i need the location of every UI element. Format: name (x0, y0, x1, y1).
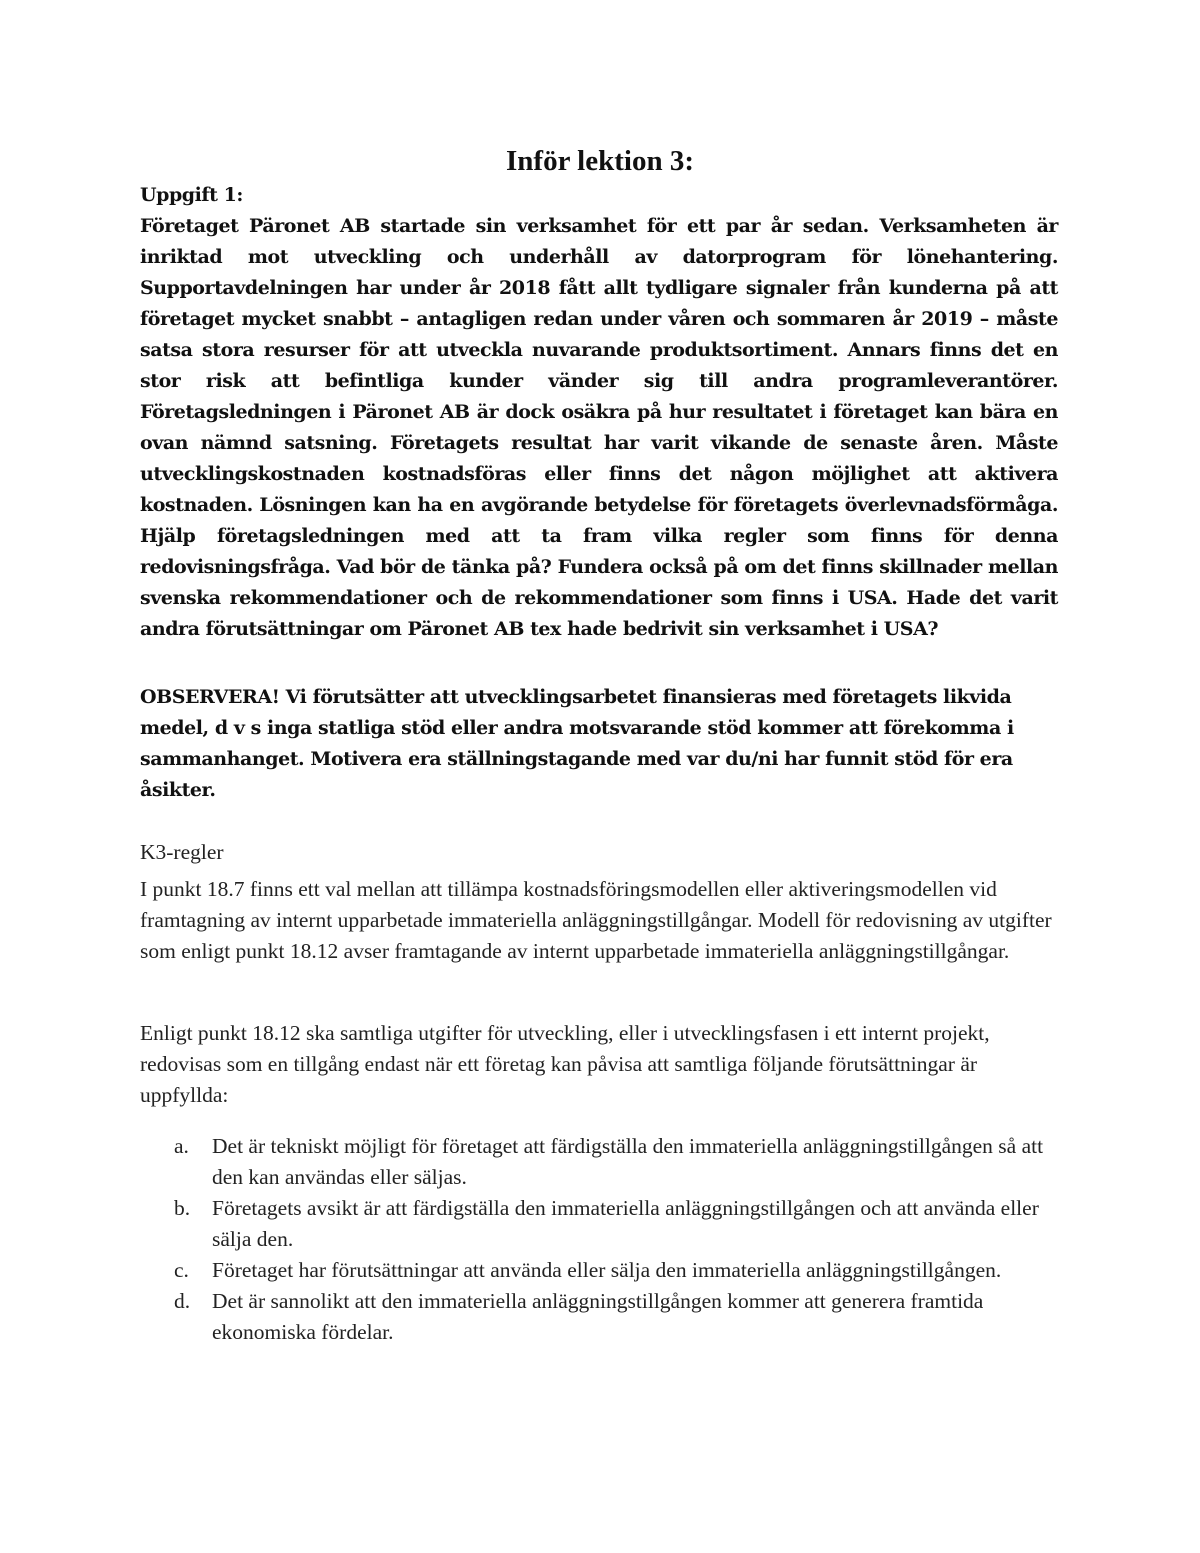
task-body: Företaget Päronet AB startade sin verksamhet för ett par år sedan. Verksamheten är inriktad mot utveckling och underhåll av datorprogram för lönehantering. Supportavdelningen har under år 2018 fått allt tydligare signaler från kunderna på att företaget mycket snabbt – antagligen redan under våren och sommaren år 2019 – måste satsa stora resurser för att utveckla nuvarande produktsortiment. Annars finns det en stor risk att befintliga kunder vänder sig till andra programleverantörer. Företagsledningen i Päronet AB är dock osäkra på hur resultatet i företaget kan bära en ovan nämnd satsning. Företagets resultat har varit vikande de senaste åren. Måste utvecklingskostnaden kostnadsföras eller finns det någon möjlighet att aktivera kostnaden. Lösningen kan ha en avgörande betydelse för företagets överlevnadsförmåga. Hjälp företagsledningen med att ta fram vilka regler som finns för denna redovisningsfråga. Vad bör de tänka på? Fundera också på om det finns skillnader mellan svenska rekommendationer och de rekommendationer som finns i USA. Hade det varit andra förutsättningar om Päronet AB tex hade bedrivit sin verksamhet i USA? (140, 215, 1058, 640)
list-item-text: Det är sannolikt att den immateriella anläggningstillgången kommer att generera framtida ekonomiska fördelar. (212, 1289, 984, 1344)
k3-heading: K3-regler (140, 840, 224, 864)
list-marker: c. (174, 1258, 189, 1282)
criteria-list (140, 1131, 1070, 1348)
list-item (140, 1255, 1070, 1286)
list-marker: a. (174, 1134, 189, 1158)
task-section (140, 180, 1058, 645)
page-title: Inför lektion 3: (506, 145, 694, 177)
list-item (140, 1131, 1070, 1193)
list-item (140, 1286, 1070, 1348)
list-item-text: Företaget har förutsättningar att använda eller sälja den immateriella anläggningstillgången. (212, 1258, 1002, 1282)
k3-paragraph: Enligt punkt 18.12 ska samtliga utgifter för utveckling, eller i utvecklingsfasen i ett internt projekt, redovisas som en tillgång endast när ett företag kan påvisa att samtliga följande förutsättningar är uppfyllda: (140, 1021, 990, 1107)
observation-paragraph: OBSERVERA! Vi förutsätter att utvecklingsarbetet finansieras med företagets likvida medel, d v s inga statliga stöd eller andra motsvarande stöd kommer att förekomma i sammanhanget. Motivera era ställningstagande med var du/ni har funnit stöd för era åsikter. (140, 686, 1014, 801)
k3-paragraph: I punkt 18.7 finns ett val mellan att tillämpa kostnadsföringsmodellen eller aktiveringsmodellen vid framtagning av internt upparbetade immateriella anläggningstillgångar. Modell för redovisning av utgifter som enligt punkt 18.12 avser framtagande av internt upparbetade immateriella anläggningstillgångar. (140, 877, 1052, 963)
list-item (140, 1193, 1070, 1255)
task-label: Uppgift 1: (140, 184, 243, 206)
list-item-text: Det är tekniskt möjligt för företaget att färdigställa den immateriella anläggningstillgången så att den kan användas eller säljas. (212, 1134, 1044, 1189)
list-item-text: Företagets avsikt är att färdigställa den immateriella anläggningstillgången och att använda eller sälja den. (212, 1196, 1039, 1251)
list-marker: d. (174, 1289, 191, 1313)
list-marker: b. (174, 1196, 191, 1220)
